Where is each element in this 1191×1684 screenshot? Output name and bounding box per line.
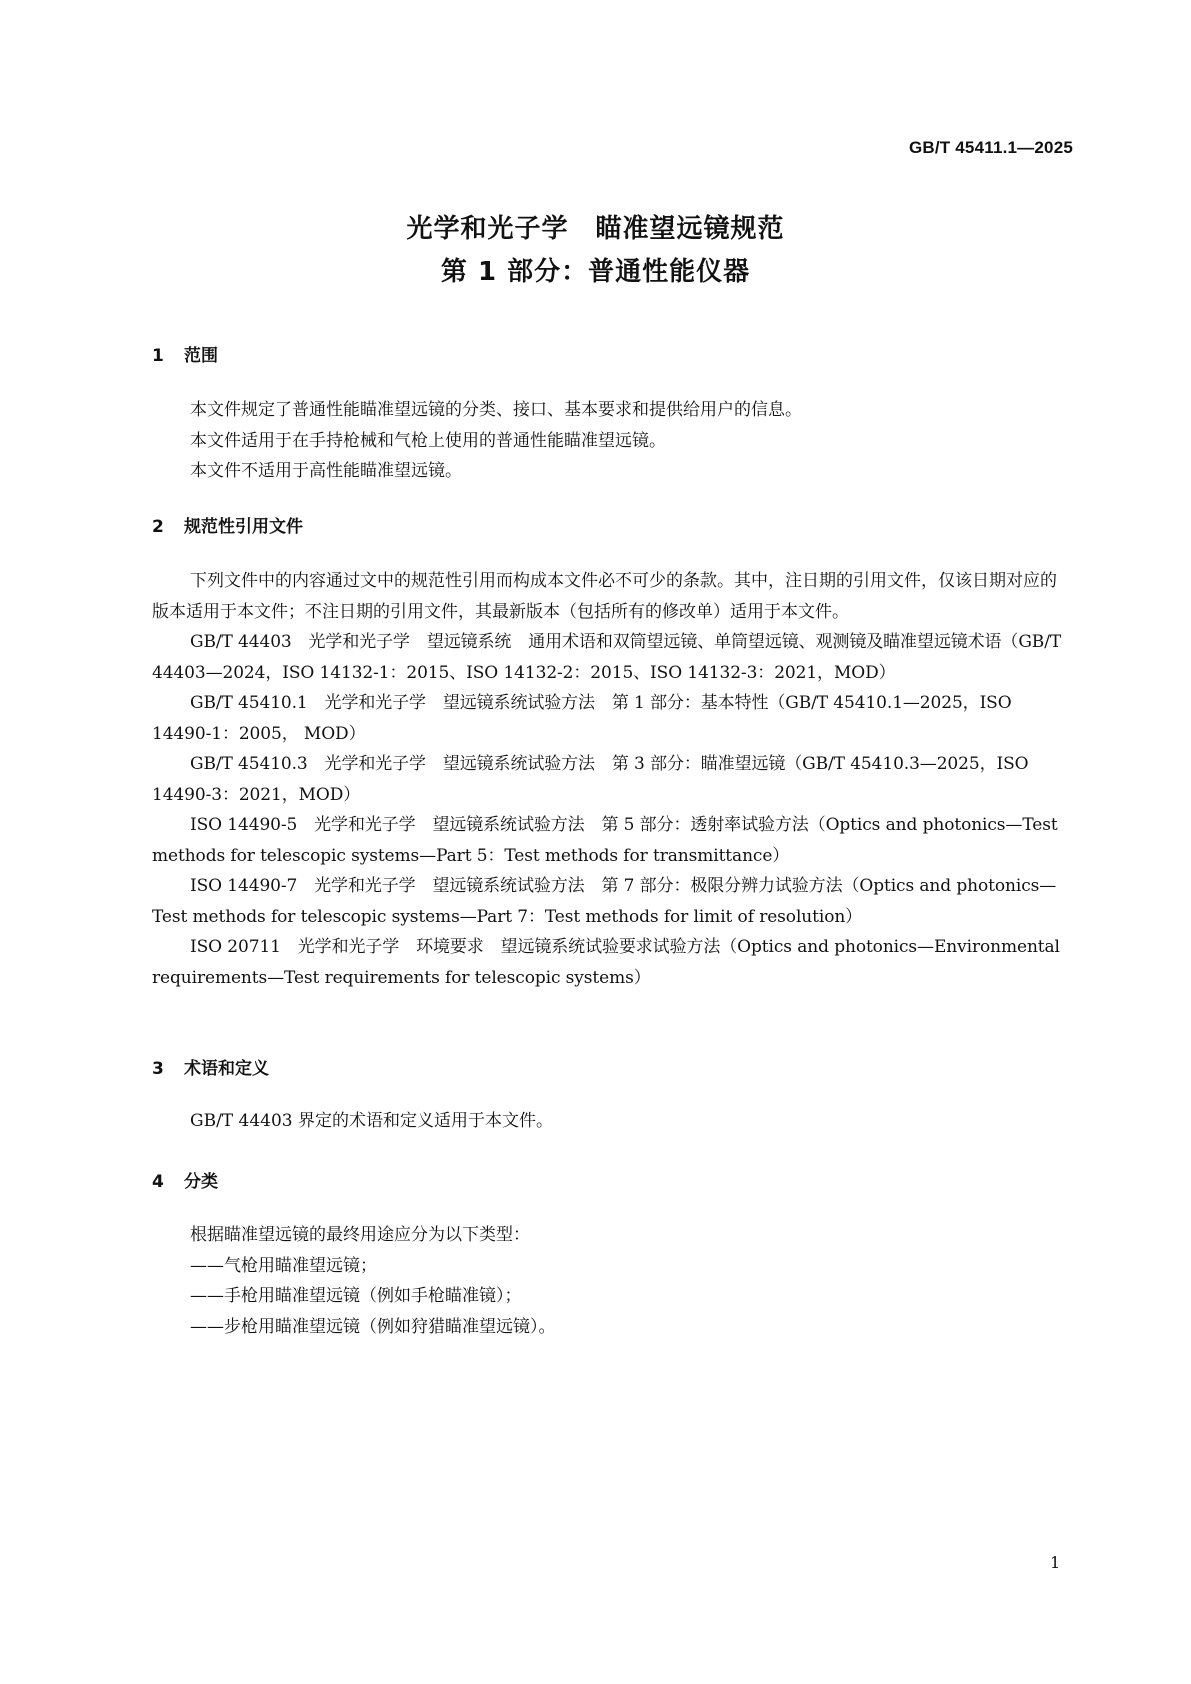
paragraph: 下列文件中的内容通过文中的规范性引用而构成本文件必不可少的条款。其中，注日期的引用文件，仅该日期对应的版本适用于本文件；不注日期的引用文件，其最新版本（包括所有的修改单）适用于本文件。	[152, 571, 1057, 622]
section-3-body	[152, 1106, 1072, 1137]
document-title-line-1: 光学和光子学 瞄准望远镜规范	[406, 214, 785, 244]
section-1-heading	[152, 341, 218, 366]
list-item: ——气枪用瞄准望远镜；	[190, 1255, 377, 1276]
document-code: GB/T 45411.1—2025	[908, 138, 1073, 157]
reference-item: ISO 14490-7 光学和光子学 望远镜系统试验方法 第 7 部分：极限分辨力试验方法（Optics and photonics—Test methods for telescopic systems—Part 7：Test methods for limit of resolution）	[152, 876, 1057, 927]
list-item: ——手枪用瞄准望远镜（例如手枪瞄准镜）；	[190, 1286, 522, 1306]
section-number: 4	[152, 1172, 164, 1192]
paragraph: 本文件适用于在手持枪械和气枪上使用的普通性能瞄准望远镜。	[190, 430, 666, 451]
paragraph: 根据瞄准望远镜的最终用途应分为以下类型：	[190, 1225, 530, 1245]
list-item: ——步枪用瞄准望远镜（例如狩猎瞄准望远镜）。	[190, 1316, 556, 1337]
paragraph: 本文件规定了普通性能瞄准望远镜的分类、接口、基本要求和提供给用户的信息。	[190, 400, 802, 420]
document-title-line-2: 第 1 部分：普通性能仪器	[440, 257, 751, 287]
section-1-body	[152, 395, 1072, 487]
section-4-body	[152, 1220, 1072, 1342]
page-number: 1	[1050, 1553, 1061, 1572]
section-title: 范围	[184, 346, 218, 366]
section-title: 分类	[184, 1172, 218, 1192]
section-2-body	[152, 566, 1072, 993]
reference-item: GB/T 45410.3 光学和光子学 望远镜系统试验方法 第 3 部分：瞄准望远镜（GB/T 45410.3—2025，ISO 14490-3：2021，MOD）	[152, 754, 1029, 805]
reference-item: GB/T 44403 光学和光子学 望远镜系统 通用术语和双筒望远镜、单筒望远镜、观测镜及瞄准望远镜术语（GB/T 44403—2024，ISO 14132-1：2015、ISO 14132-2：2015、ISO 14132-3：2021，MOD）	[152, 632, 1062, 683]
section-2-heading	[152, 512, 303, 537]
section-4-heading	[152, 1167, 218, 1192]
section-number: 1	[152, 346, 164, 366]
paragraph: GB/T 44403 界定的术语和定义适用于本文件。	[190, 1111, 554, 1131]
section-title: 术语和定义	[184, 1059, 269, 1079]
reference-item: ISO 14490-5 光学和光子学 望远镜系统试验方法 第 5 部分：透射率试验方法（Optics and photonics—Test methods for telescopic systems—Part 5：Test methods for transmittance）	[152, 815, 1058, 866]
reference-item: ISO 20711 光学和光子学 环境要求 望远镜系统试验要求试验方法（Optics and photonics—Environmental requirements—Test requirements for telescopic systems）	[152, 937, 1060, 988]
paragraph: 本文件不适用于高性能瞄准望远镜。	[190, 461, 462, 481]
section-number: 3	[152, 1059, 164, 1079]
section-number: 2	[152, 517, 164, 537]
section-3-heading	[152, 1054, 269, 1079]
reference-item: GB/T 45410.1 光学和光子学 望远镜系统试验方法 第 1 部分：基本特性（GB/T 45410.1—2025，ISO 14490-1：2005， MOD）	[152, 693, 1012, 744]
section-title: 规范性引用文件	[184, 517, 303, 537]
